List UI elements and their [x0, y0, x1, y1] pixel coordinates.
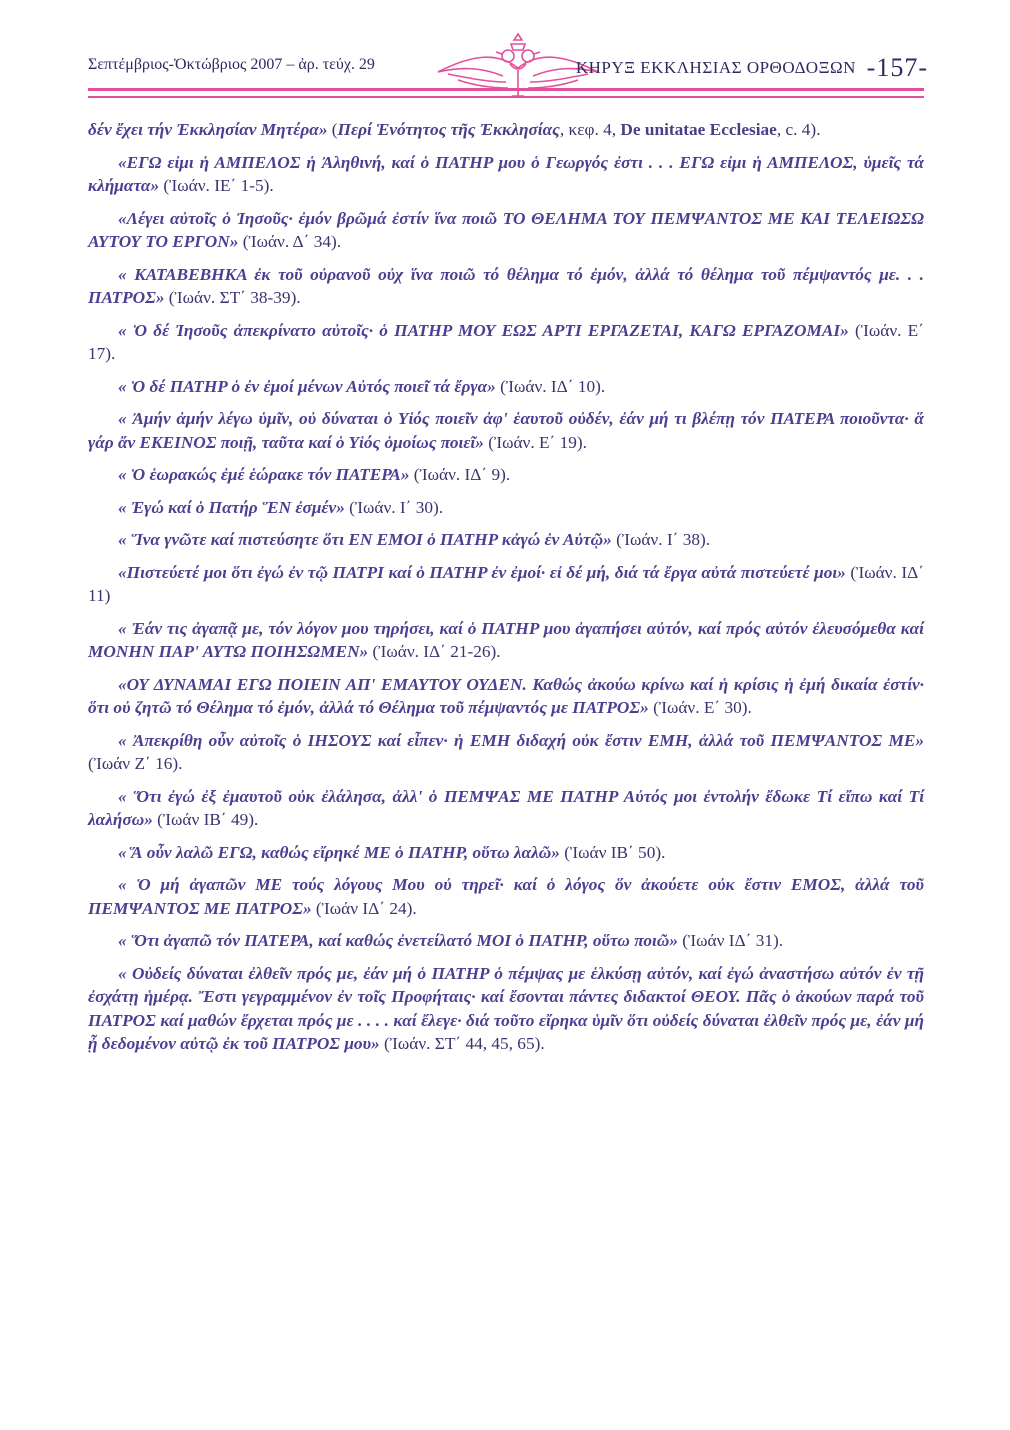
page-header: [88, 42, 928, 94]
page-number: -157-: [866, 53, 928, 82]
paragraph: [88, 151, 924, 198]
quote-text: « Ὁ δέ ΠΑΤΗΡ ὁ ἐν ἐμοί μένων Αὐτός ποιεῖ τά ἔργα»: [118, 376, 496, 396]
scripture-reference: (Ἰωάν. Ι΄ 30).: [344, 497, 444, 517]
paragraph: [88, 841, 924, 865]
work-title: Περί Ἑνότητος τῆς Ἐκκλησίας: [337, 120, 560, 139]
header-rule-bottom: [88, 96, 924, 98]
scripture-reference: (Ἰωάν. ΣΤ΄ 44, 45, 65).: [379, 1034, 545, 1053]
quote-text: « Ἀπεκρίθη οὖν αὐτοῖς ὁ ΙΗΣΟΥΣ καί εἶπεν· ἡ ΕΜΗ διδαχή οὐκ ἔστιν ΕΜΗ, ἀλλά τοῦ ΠΕΜΨΑΝΤΟΣ ΜΕ»: [118, 730, 924, 750]
paragraph: [88, 375, 924, 399]
scripture-reference: (Ἰωάν. ΣΤ΄ 38-39).: [164, 288, 301, 307]
scripture-reference: (Ἰωάν ΙΒ΄ 49).: [152, 810, 259, 829]
scripture-reference: (Ἰωάν. ΙΕ΄ 1-5).: [159, 176, 274, 195]
quote-text: « ΚΑΤΑΒΕΒΗΚΑ ἐκ τοῦ οὐρανοῦ οὐχ ἵνα ποιῶ τό θέλημα τό ἐμόν, ἀλλά τό θέλημα τοῦ πέμψαντός με. . . ΠΑΤΡΟΣ»: [88, 264, 924, 307]
quote-text: « Ὁ ἑωρακώς ἐμέ ἑώρακε τόν ΠΑΤΕΡΑ»: [118, 465, 410, 484]
latin-title: De unitatae Ecclesiae: [620, 120, 777, 139]
article-body: [88, 118, 924, 1065]
scripture-reference: (Ἰωάν. ΙΔ΄ 9).: [409, 465, 511, 484]
quote-text: « Ἅ οὖν λαλῶ ΕΓΩ, καθώς εἴρηκέ ΜΕ ὁ ΠΑΤΗΡ, οὕτω λαλῶ»: [118, 842, 560, 862]
text-fragment: (: [327, 120, 338, 139]
quote-text: «ΕΓΩ εἰμι ἡ ΑΜΠΕΛΟΣ ἡ Ἀληθινή, καί ὁ ΠΑΤΗΡ μου ὁ Γεωργός ἐστι . . . ΕΓΩ εἰμι ἡ ΑΜΠΕΛΟΣ, ὑμεῖς τά κλήματα»: [88, 152, 924, 195]
paragraph: [88, 785, 924, 832]
quote-text: « Ἐγώ καί ὁ Πατήρ ἝΝ ἐσμέν»: [118, 497, 345, 517]
quote-text: δέν ἔχει τήν Ἐκκλησίαν Μητέρα»: [88, 120, 328, 139]
scripture-reference: (Ἰωάν Ζ΄ 16).: [88, 754, 183, 773]
paragraph: [88, 118, 924, 142]
scripture-reference: (Ἰωάν. Ε΄ 17).: [88, 320, 924, 363]
quote-text: « Ὅτι ἐγώ ἐξ ἐμαυτοῦ οὐκ ἐλάλησα, ἀλλ' ὁ ΠΕΜΨΑΣ ΜΕ ΠΑΤΗΡ Αὐτός μοι ἐντολήν ἔδωκε Τί εἴπω καί Τί λαλήσω»: [88, 786, 924, 829]
paragraph: [88, 962, 924, 1056]
publication-title: [576, 50, 928, 80]
paragraph: [88, 263, 924, 310]
quote-text: « Ἀμήν ἀμήν λέγω ὑμῖν, οὐ δύναται ὁ Υἱός ποιεῖν ἀφ' ἑαυτοῦ οὐδέν, ἐάν μή τι βλέπῃ τόν ΠΑΤΕΡΑ ποιοῦντα· ἅ γάρ ἄν ΕΚΕΙΝΟΣ ποιῇ, ταῦτα καί ὁ Υἱός ὁμοίως ποιεῖ»: [88, 409, 924, 452]
scripture-reference: (Ἰωάν. Δ΄ 34).: [238, 232, 342, 251]
scripture-reference: (Ἰωάν ΙΔ΄ 31).: [677, 931, 784, 950]
scripture-reference: (Ἰωάν. ΙΔ΄ 11): [88, 562, 924, 605]
quote-text: « Ὁ μή ἀγαπῶν ΜΕ τούς λόγους Μου οὐ τηρεῖ· καί ὁ λόγος ὅν ἀκούετε οὐκ ἔστιν ΕΜΟΣ, ἀλλά τοῦ ΠΕΜΨΑΝΤΟΣ ΜΕ ΠΑΤΡΟΣ»: [88, 875, 924, 918]
paragraph: [88, 207, 924, 254]
scripture-reference: (Ἰωάν ΙΔ΄ 24).: [311, 898, 417, 918]
issue-date: Σεπτέμβριος-Ὀκτώβριος 2007 – ἀρ. τεύχ. 29: [88, 56, 375, 73]
quote-text: « Ὅτι ἀγαπῶ τόν ΠΑΤΕΡΑ, καί καθώς ἐνετείλατό ΜΟΙ ὁ ΠΑΤΗΡ, οὕτω ποιῶ»: [118, 931, 678, 950]
paragraph: [88, 929, 924, 953]
quote-text: « Οὐδείς δύναται ἐλθεῖν πρός με, ἐάν μή ὁ ΠΑΤΗΡ ὁ πέμψας με ἑλκύσῃ αὐτόν, καί ἐγώ ἀναστήσω αὐτόν ἐν τῇ ἐσχάτῃ ἡμέρᾳ. Ἔστι γεγραμμένον ἐν τοῖς Προφήταις· καί ἔσονται πάντες διδακτοί ΘΕΟΥ. Πᾶς ὁ ἀκούων παρά τοῦ ΠΑΤΡΟΣ καί μαθών ἔρχεται πρός με . . . . καί ἔλεγε· διά τοῦτο εἴρηκα ὑμῖν ὅτι οὐδείς δύναται ἐλθεῖν πρός με, ἐάν μή ᾖ δεδομένον αὐτῷ ἐκ τοῦ ΠΑΤΡΟΣ μου»: [88, 963, 924, 1053]
paragraph: [88, 673, 924, 720]
quote-text: « Ὁ δέ Ἰησοῦς ἀπεκρίνατο αὐτοῖς· ὁ ΠΑΤΗΡ ΜΟΥ ΕΩΣ ΑΡΤΙ ΕΡΓΑΖΕΤΑΙ, ΚΑΓΩ ΕΡΓΑΖΟΜΑΙ»: [118, 320, 849, 340]
scripture-reference: (Ἰωάν. Ε΄ 30).: [648, 698, 752, 717]
paragraph: [88, 873, 924, 920]
scripture-reference: (Ἰωάν. Ι΄ 38).: [611, 530, 711, 549]
text-fragment: , κεφ. 4,: [559, 120, 621, 139]
paragraph: [88, 319, 924, 366]
paragraph: [88, 528, 924, 552]
quote-text: « Ἐάν τις ἀγαπᾷ με, τόν λόγον μου τηρήσει, καί ὁ ΠΑΤΗΡ μου ἀγαπήσει αὐτόν, καί πρός αὐτόν ἐλευσόμεθα καί ΜΟΝΗΝ ΠΑΡ' ΑΥΤΩ ΠΟΙΗΣΩΜΕΝ»: [88, 618, 924, 661]
paragraph: [88, 407, 924, 454]
paragraph: [88, 561, 924, 608]
journal-name: ΚΗΡΥΞ ΕΚΚΛΗΣΙΑΣ ΟΡΘΟΔΟΞΩΝ: [575, 58, 856, 77]
scripture-reference: (Ἰωάν. ΙΔ΄ 10).: [495, 376, 606, 396]
scripture-reference: (Ἰωάν. ΙΔ΄ 21-26).: [368, 642, 501, 661]
header-rule-top: [88, 88, 924, 91]
paragraph: [88, 617, 924, 664]
quote-text: «Λέγει αὐτοῖς ὁ Ἰησοῦς· ἐμόν βρῶμά ἐστίν ἵνα ποιῶ ΤΟ ΘΕΛΗΜΑ ΤΟΥ ΠΕΜΨΑΝΤΟΣ ΜΕ ΚΑΙ ΤΕΛΕΙΩΣΩ ΑΥΤΟΥ ΤΟ ΕΡΓΟΝ»: [88, 208, 924, 251]
quote-text: « Ἵνα γνῶτε καί πιστεύσητε ὅτι ΕΝ ΕΜΟΙ ὁ ΠΑΤΗΡ κἀγώ ἐν Αὐτῷ»: [118, 530, 612, 549]
text-fragment: , c. 4).: [776, 120, 821, 139]
paragraph: [88, 729, 924, 776]
paragraph: [88, 496, 924, 520]
scripture-reference: (Ἰωάν. Ε΄ 19).: [483, 432, 587, 452]
quote-text: «Πιστεύετέ μοι ὅτι ἐγώ ἐν τῷ ΠΑΤΡΙ καί ὁ ΠΑΤΗΡ ἐν ἐμοί· εἰ δέ μή, διά τά ἔργα αὐτά πιστεύετέ μοι»: [118, 562, 846, 582]
paragraph: [88, 463, 924, 487]
quote-text: «ΟΥ ΔΥΝΑΜΑΙ ΕΓΩ ΠΟΙΕΙΝ ΑΠ' ΕΜΑΥΤΟΥ ΟΥΔΕΝ. Καθώς ἀκούω κρίνω καί ἡ κρίσις ἡ ἐμή δικαία ἐστίν· ὅτι οὐ ζητῶ τό Θέλημα τό ἐμόν, ἀλλά τό Θέλημα τοῦ πέμψαντός με ΠΑΤΡΟΣ»: [88, 674, 924, 717]
scripture-reference: (Ἰωάν ΙΒ΄ 50).: [559, 842, 666, 862]
